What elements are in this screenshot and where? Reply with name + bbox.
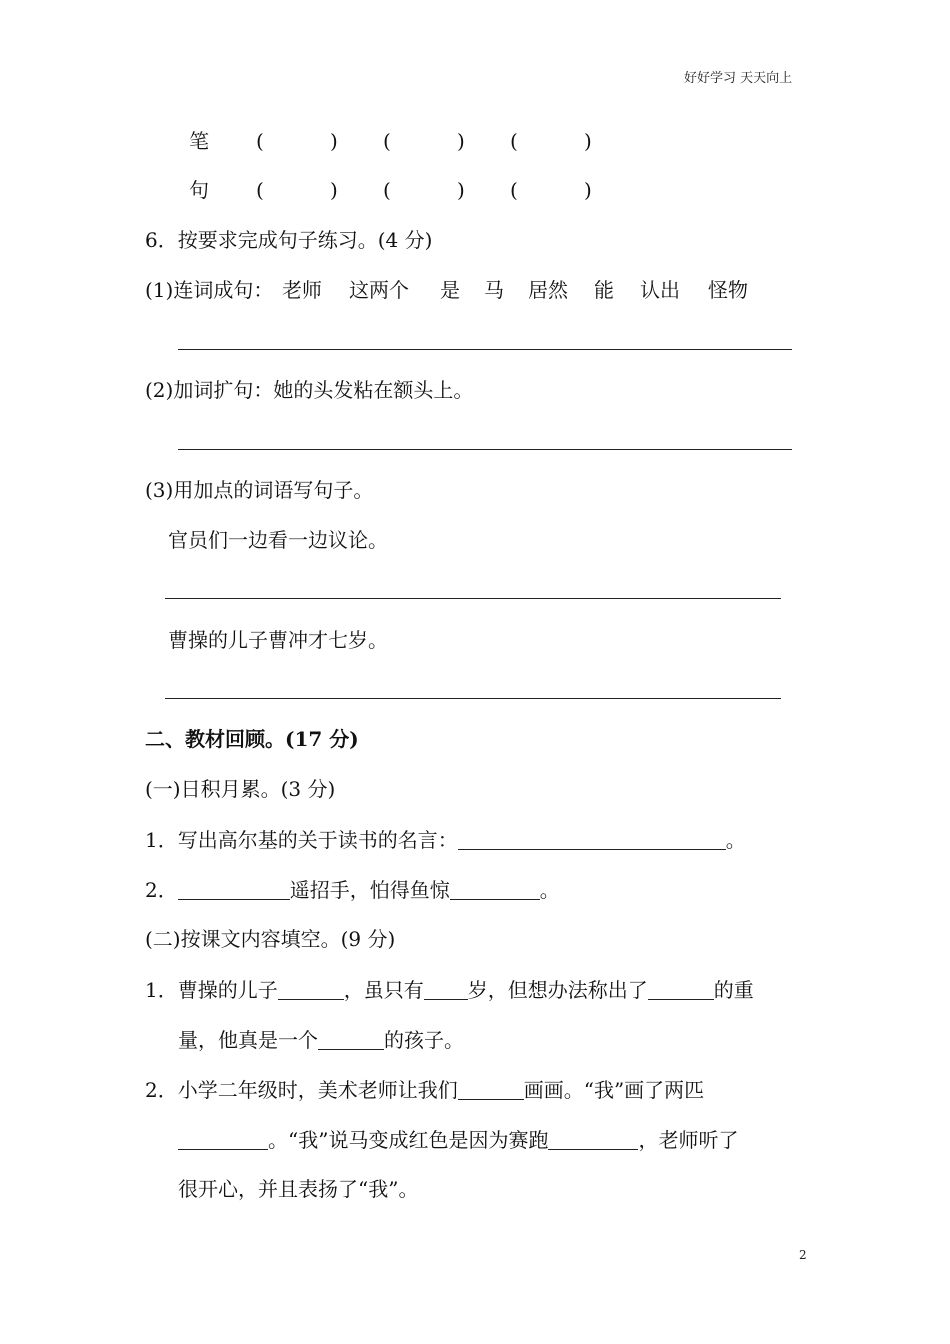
paren-close: ) [457, 129, 465, 153]
answer-line[interactable] [165, 598, 781, 599]
paren-open: ( [383, 178, 391, 202]
fill-blank[interactable] [318, 1029, 384, 1050]
q6-part3-sentence2: 曹操的儿子曹冲才七岁。 [168, 628, 388, 652]
question-text: 的重 [713, 978, 754, 1002]
q6-part3-sentence1: 官员们一边看一边议论。 [168, 528, 388, 552]
question-text: ，虽只有 [343, 978, 424, 1002]
question-text: 的孩子。 [384, 1028, 464, 1052]
question-text: 。 [725, 828, 746, 852]
word-chip: 老师 [282, 278, 322, 302]
question-text: 岁，但想办法称出了 [467, 978, 648, 1002]
row-label: 笔 [189, 129, 209, 153]
fill-blank[interactable] [424, 979, 468, 1000]
fill-blank[interactable] [450, 879, 540, 900]
answer-line[interactable] [178, 449, 792, 450]
paren-close: ) [330, 129, 338, 153]
s1-question-1 [145, 829, 746, 850]
s2-question-1-line2 [178, 1029, 464, 1050]
word-chip: 是 [440, 278, 460, 302]
q6-part3: (3)用加点的词语写句子。 [145, 478, 374, 502]
q6-part1-prefix: (1)连词成句： [145, 278, 274, 302]
page-number: 2 [799, 1248, 807, 1262]
page-header: 好好学习 天天向上 [684, 71, 793, 86]
word-chip: 这两个 [349, 278, 409, 302]
paren-close: ) [584, 129, 592, 153]
paren-close: ) [457, 178, 465, 202]
word-chip: 居然 [528, 278, 568, 302]
question-text: 量，他真是一个 [178, 1028, 318, 1052]
question-text: 画画。“我”画了两匹 [523, 1078, 705, 1102]
q6-part2: (2)加词扩句：她的头发粘在额头上。 [145, 378, 474, 402]
question-6-title: 6．按要求完成句子练习。(4 分) [145, 228, 433, 252]
s2-question-2-line2 [178, 1129, 738, 1150]
paren-open: ( [510, 129, 518, 153]
paren-open: ( [256, 178, 264, 202]
question-text: 遥招手，怕得鱼惊 [289, 878, 450, 902]
word-chip: 认出 [640, 278, 680, 302]
question-text: 2．小学二年级时，美术老师让我们 [145, 1078, 458, 1102]
question-text: 。“我”说马变成红色是因为赛跑 [268, 1128, 549, 1152]
question-number: 2． [145, 878, 178, 902]
question-text: 。 [539, 878, 560, 902]
fill-blank[interactable] [648, 979, 714, 1000]
word-chip: 怪物 [708, 278, 748, 302]
paren-open: ( [256, 129, 264, 153]
fill-blank[interactable] [178, 879, 290, 900]
fill-blank[interactable] [178, 1129, 268, 1150]
paren-close: ) [584, 178, 592, 202]
s2-question-2-line3: 很开心，并且表扬了“我”。 [178, 1177, 419, 1201]
word-chip: 能 [594, 278, 614, 302]
fill-blank[interactable] [278, 979, 344, 1000]
fill-blank[interactable] [458, 1079, 524, 1100]
fill-blank[interactable] [458, 829, 726, 850]
question-text: 1．曹操的儿子 [145, 978, 278, 1002]
question-text: 1．写出高尔基的关于读书的名言： [145, 828, 458, 852]
subsection-2-title: (二)按课文内容填空。(9 分) [145, 927, 396, 951]
section-2-title: 二、教材回顾。(17 分) [145, 727, 359, 751]
row-label: 句 [189, 178, 209, 202]
s2-question-1-line1 [145, 979, 754, 1000]
answer-line[interactable] [178, 349, 792, 350]
paren-open: ( [510, 178, 518, 202]
s2-question-2-line1 [145, 1079, 704, 1100]
paren-open: ( [383, 129, 391, 153]
answer-line[interactable] [165, 698, 781, 699]
subsection-1-title: (一)日积月累。(3 分) [145, 777, 336, 801]
word-chip: 马 [484, 278, 504, 302]
paren-close: ) [330, 178, 338, 202]
question-text: ，老师听了 [638, 1128, 739, 1152]
s1-question-2 [145, 879, 560, 900]
fill-blank[interactable] [548, 1129, 638, 1150]
